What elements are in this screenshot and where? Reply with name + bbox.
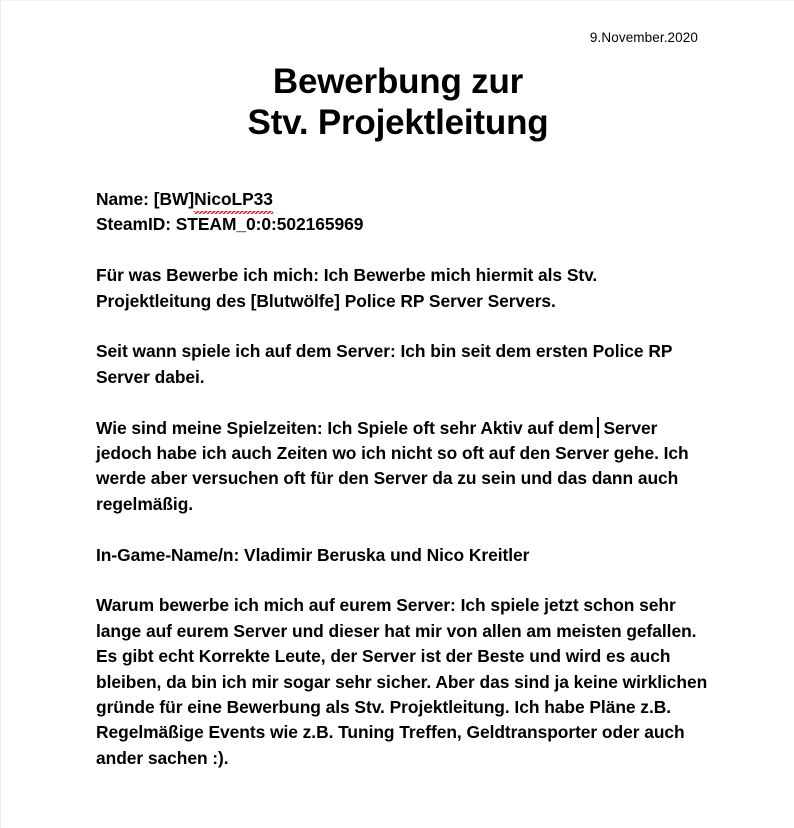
document-body[interactable] — [96, 187, 712, 771]
field-name-line — [96, 187, 708, 212]
field-name-label: Name: — [96, 189, 154, 209]
field-name-value-misspelled: NicoLP33 — [194, 187, 273, 212]
document-title-line-1: Bewerbung zur — [272, 62, 524, 101]
field-name-prefix: [BW] — [153, 189, 195, 209]
paragraph-spielzeiten — [96, 416, 708, 518]
paragraph-spielzeiten-text-after-caret: Server jedoch habe ich auch Zeiten wo ich nicht so oft auf den Server gehe. Ich werde aber versuchen oft für den Server da zu sein und das dann auch regelmäßig. — [96, 417, 694, 514]
paragraph-bewerbung-um: Für was Bewerbe ich mich: Ich Bewerbe mich hiermit als Stv. Projektleitung des [Blutwölfe] Police RP Server Servers. — [96, 265, 603, 311]
paragraph-warum-bewerbung: Warum bewerbe ich mich auf eurem Server: Ich spiele jetzt schon sehr lange auf eurem Server und dieser hat mir von allen am meisten gefallen. Es gibt echt Korrekte Leute, der Server ist der Beste und wird es auch bleiben, da bin ich mir sogar sehr sicher. Aber das sind ja keine wirklichen gründe für eine Bewerbung als Stv. Projektleitung. Ich habe Pläne z.B. Regelmäßige Events wie z.B. Tuning Treffen, Geldtransporter oder auch ander sachen :). — [96, 595, 712, 768]
document-title-line-2: Stv. Projektleitung — [247, 103, 549, 142]
document-title — [1, 61, 794, 143]
paragraph-spielzeiten-text-before-caret: Wie sind meine Spielzeiten: Ich Spiele oft sehr Aktiv auf dem — [96, 417, 594, 438]
field-steamid-line: SteamID: STEAM_0:0:502165969 — [96, 214, 364, 235]
document-date: 9.November.2020 — [589, 30, 698, 45]
paragraph-ingame-namen: In-Game-Name/n: Vladimir Beruska und Nico Kreitler — [96, 544, 530, 565]
paragraph-seit-wann: Seit wann spiele ich auf dem Server: Ich bin seit dem ersten Police RP Server dabei. — [96, 341, 677, 387]
